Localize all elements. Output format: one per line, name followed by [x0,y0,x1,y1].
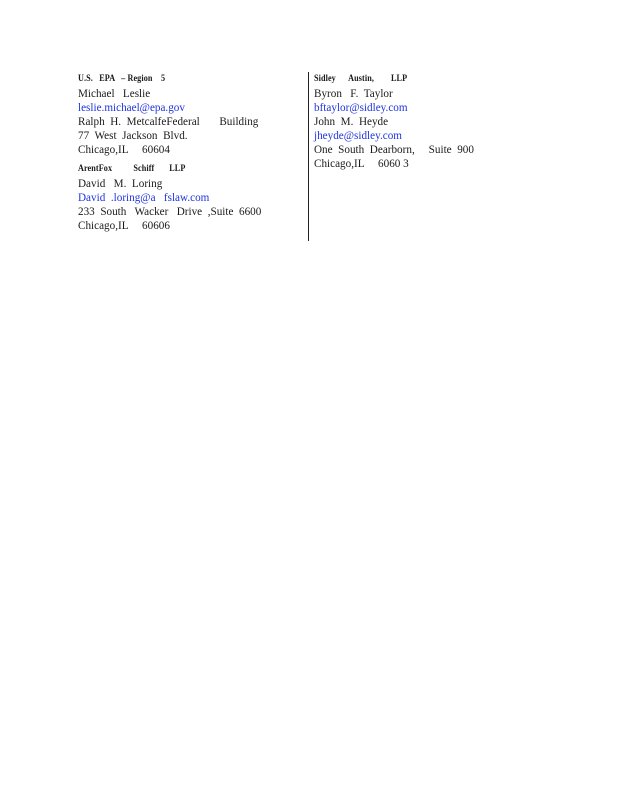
address-line: 77 West Jackson Blvd. [78,128,188,142]
contact-name: Byron F. Taylor [314,86,393,100]
contact-block-sidley [314,72,534,170]
contact-block-arentfox [78,162,304,232]
contact-name: John M. Heyde [314,114,389,128]
service-list-left-column [78,72,304,232]
city-state-zip: Chicago,IL 60604 [78,142,170,156]
address-line: One South Dearborn, Suite 900 [314,142,474,156]
contact-name: Michael Leslie [78,86,151,100]
email-link[interactable]: leslie.michael@epa.gov [78,100,185,114]
email-link[interactable]: bftaylor@sidley.com [314,100,408,114]
address-line: 233 South Wacker Drive ,Suite 6600 [78,204,262,218]
service-list-right-column [314,72,534,170]
city-state-zip: Chicago,IL 60606 [78,218,170,232]
address-line: Ralph H. MetcalfeFederal Building [78,114,259,128]
organization-name: ArentFox Schiff LLP [78,164,186,174]
organization-name: U.S. EPA – Region 5 [78,74,166,84]
email-link[interactable]: David .loring@a fslaw.com [78,190,210,204]
contact-block-epa [78,72,304,156]
contact-name: David M. Loring [78,176,163,190]
organization-name: Sidley Austin, LLP [314,74,408,84]
city-state-zip: Chicago,IL 6060 3 [314,156,409,170]
column-divider [308,72,309,241]
email-link[interactable]: jheyde@sidley.com [314,128,402,142]
